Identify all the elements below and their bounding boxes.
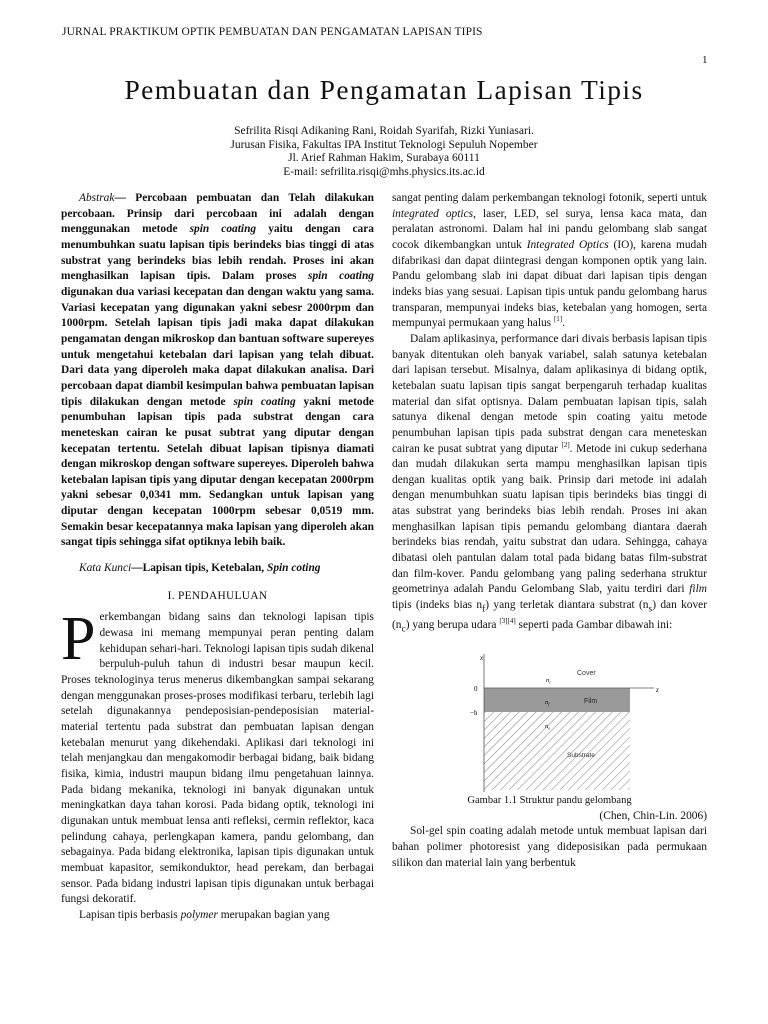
page-number: 1 [702,54,708,66]
right-column [392,191,707,871]
index-substrate: $n_s$ [545,722,551,731]
abstract-term: spin coating [233,395,296,408]
intro-text: merupakan bagian yang [217,908,330,921]
abstract [61,191,374,551]
author-email: E-mail: sefrilita.risqi@mhs.physics.its.ac.id [283,165,485,178]
abstract-text: — Percobaan pembuatan dan Telah dilakukan percobaan. Prinsip dari percobaan ini adalah dengan menggunakan metode [61,192,374,236]
body-text: . [562,317,565,330]
waveguide-diagram [392,652,707,797]
axis-z-label: z [656,685,659,694]
body-text: tipis (indeks bias n [392,599,483,612]
abstract-text: yakni metode penumbuhan lapisan tipis pada substrat dengan cara meneteskan cairan ke pusat subtrat yang diputar dengan kecepatan tertentu. Setelah dibuat lapisan tipisnya diamati dengan mikroskop dengan software supereyes. Diperoleh bahwa ketebalan lapisan tipis yang diputar dengan kecepatan 2000rpm yakni sebesar 0,0341 mm. Sedangkan untuk lapisan yang diputar dengan kecepatan 1000rpm sebesar 0,0519 mm. Semakin besar kecepatannya maka lapisan yang diperoleh akan sangat tipis sehingga sifat optiknya lebih baik. [61,395,374,549]
figure-credit: (Chen, Chin-Lin. 2006) [599,809,707,822]
waveguide-figure [392,652,707,797]
intro-text: Lapisan tipis berbasis [79,908,181,921]
author-names: Sefrilita Risqi Adikaning Rani, Roidah Syarifah, Rizki Yuniasari. [234,125,534,137]
keywords-term: Spin coting [266,562,321,575]
body-text: ) dan kover (n [392,599,708,631]
body-term: film [689,583,707,596]
section-heading: I. PENDAHULUAN [167,589,268,602]
tick-h: −h [470,708,478,717]
paper-title: Pembuatan dan Pengamatan Lapisan Tipis [124,74,644,105]
figure-caption: Gambar 1.1 Struktur pandu gelombang [467,794,632,806]
body-text: seperti pada Gambar dibawah ini: [515,619,673,631]
index-cover: $n_c$ [546,676,552,685]
body-text: (IO), karena mudah difabrikasi dan dapat diintegrasi dengan komponen optik yang lain. Pandu gelombang slab ini dapat dibuat dari lapisan tipis dengan indeks bias yang sesuai. Lapisan tipis untuk pandu gelombang harus transparan, mempunyai indeks bias, ketebalan yang homogen, serta mempunyai permukaan yang halus [392,238,707,330]
label-cover: Cover [577,669,596,677]
author-address: Jl. Arief Rahman Hakim, Surabaya 60111 [288,152,480,165]
intro-term: polymer [180,908,218,921]
film-layer [484,688,630,712]
citation: [1] [553,315,563,324]
body-text: Dalam aplikasinya, performance dari divais berbasis lapisan tipis banyak ditentukan oleh banyak variabel, salah satunya ketebalan dari lapisan tersebut. Misalnya, dalam aplikasinya di bidang optik, ketebalan suatu lapisan tipis sangat berpengaruh terhadap kualitas material dan sifat optisnya. Dalam pembuatan lapisan tipis, salah satunya dikenal dengan metode spin coating yaitu metode penumbuhan lapisan tipis pada substrat dengan cara meneteskan cairan ke pusat subtrat yang diputar [392,332,707,455]
abstract-term: spin coating [308,270,374,283]
running-head: JURNAL PRAKTIKUM OPTIK PEMBUATAN DAN PENGAMATAN LAPISAN TIPIS [62,26,483,38]
subscript: s [648,604,653,615]
author-block [0,125,768,179]
abstract-term: spin coating [189,223,257,236]
body-term: Integrated Optics [526,238,609,251]
intro-paragraph-2 [61,908,374,924]
body-term: integrated optics [392,207,474,220]
abstract-label: Abstrak [79,192,115,204]
body-paragraph [392,191,707,332]
index-film: $n_f$ [545,698,550,707]
citation: [2] [561,440,570,449]
body-text: ) yang berupa udara [405,619,500,631]
body-paragraph: Sol-gel spin coating adalah metode untuk membuat lapisan dari bahan polimer photoresist yang dideposisikan pada permukaan silikon dan material lain yang berbentuk [392,825,707,869]
body-text: . Metode ini cukup sederhana dan mudah dilakukan serta mampu menghasilkan lapisan tipis dengan kualitas optik yang baik. Prinsip dari metode ini adalah dengan menumbuhkan suatu lapisan tipis berindeks bias tinggi di atas substrat yang berindeks bias lebih rendah. Proses ini akan menghasilkan lapisan tipis pemandu gelombang diantara daerah berindeks bias rendah, yaitu substrat dan udara. Sehingga, cahaya dibatasi oleh pantulan dalam total pada bidang batas film-substrat dan film-kover. Pandu gelombang yang paling sederhana struktur geometrinya adalah Pandu Gelombang Slab, yaitu terdiri dari [392,442,707,596]
label-substrate: Substrate [567,751,595,759]
axis-x-label: x [480,653,484,662]
body-text: sangat penting dalam perkembangan teknologi fotonik, seperti untuk [392,192,707,204]
body-text: , laser, LED, sel surya, lensa kaca mata, dan peralatan astronomi. Dalam hal ini pandu gelombang slab sangat cocok dikembangkan untuk [392,207,707,251]
intro-paragraph [61,605,374,907]
body-text: ) yang terletak diantara substrat (n [485,599,649,612]
subscript: c [401,624,406,635]
abstract-text: digunakan dua variasi kecepatan dan dengan waktu yang sama. Variasi kecepatan yang digunakan yakni sebesr 2000rpm dan 1000rpm. Setelah lapisan tipis jadi maka dapat dilakukan pengamatan dengan mikroskop dan bantuan software supereyes untuk mengetahui ketebalan dari lapisan yang telah dibuat. Dari data yang diperoleh maka dapat dilakukan analisa. Dari percobaan dapat diambil kesimpulan bahwa pembuatan lapisan tipis dilakukan dengan metode [61,285,374,408]
keywords-text: Lapisan tipis, Ketebalan, [142,562,267,575]
label-film: Film [584,697,598,705]
left-column [61,191,374,924]
intro-text: erkembangan bidang sains dan teknologi lapisan tipis dewasa ini memang mempunyai peran penting dalam kehidupan sehari-hari. Teknologi lapisan tipis sudah dikenal berpuluh-puluh tahun di industri besar maupun kecil. Proses teknologinya terus menerus dikembangkan sampai sekarang dengan menggunakan proses-proses modifikasi terbaru, terlebih lagi setelah digunakannya pendeposisian-pendeposisian material-material tertentu pada substrat dan pembuatan lapisan dengan ketebalan menurut yang dikehendaki. Aplikasi dari teknologi ini telah menjangkau dan mengakomodir berbagai bidang, baik bidang fisika, kimia, industri maupun bidang ilmu pengetahuan lainnya. Pada bidang mekanika, teknologi ini banyak digunakan untuk meningkatkan daya tahan korosi. Pada bidang optik, teknologi ini digunakan untuk membuat lensa anti refleksi, cermin reflektor, kaca pelindung cahaya, perlengkapan kamera, pandu gelombang, dan sebagainya. Pada bidang elektronika, lapisan tipis digunakan untuk membuat kapasitor, semikonduktor, head perekam, dan berbagai sensor. Pada bidang industri lapisan tipis digunakan untuk berbagai fungsi dekoratif. [61,611,374,906]
drop-cap: P [61,605,96,674]
keywords-label: Kata Kunci [79,562,132,575]
abstract-text: yaitu dengan cara menumbuhkan suatu lapisan tipis berindeks bias tinggi di atas substrat yang berindeks bias lebih rendah. Proses ini akan menghasilkan lapisan tipis. Dalam proses [61,223,374,283]
substrate-layer [484,712,630,790]
body-paragraph [392,332,707,638]
citation: [3][4] [499,617,516,626]
subscript: f [482,604,486,615]
keywords-dash: — [131,562,143,575]
tick-zero: 0 [474,684,478,693]
keywords [61,561,374,577]
author-affiliation: Jurusan Fisika, Fakultas IPA Institut Teknologi Sepuluh Nopember [230,138,538,151]
